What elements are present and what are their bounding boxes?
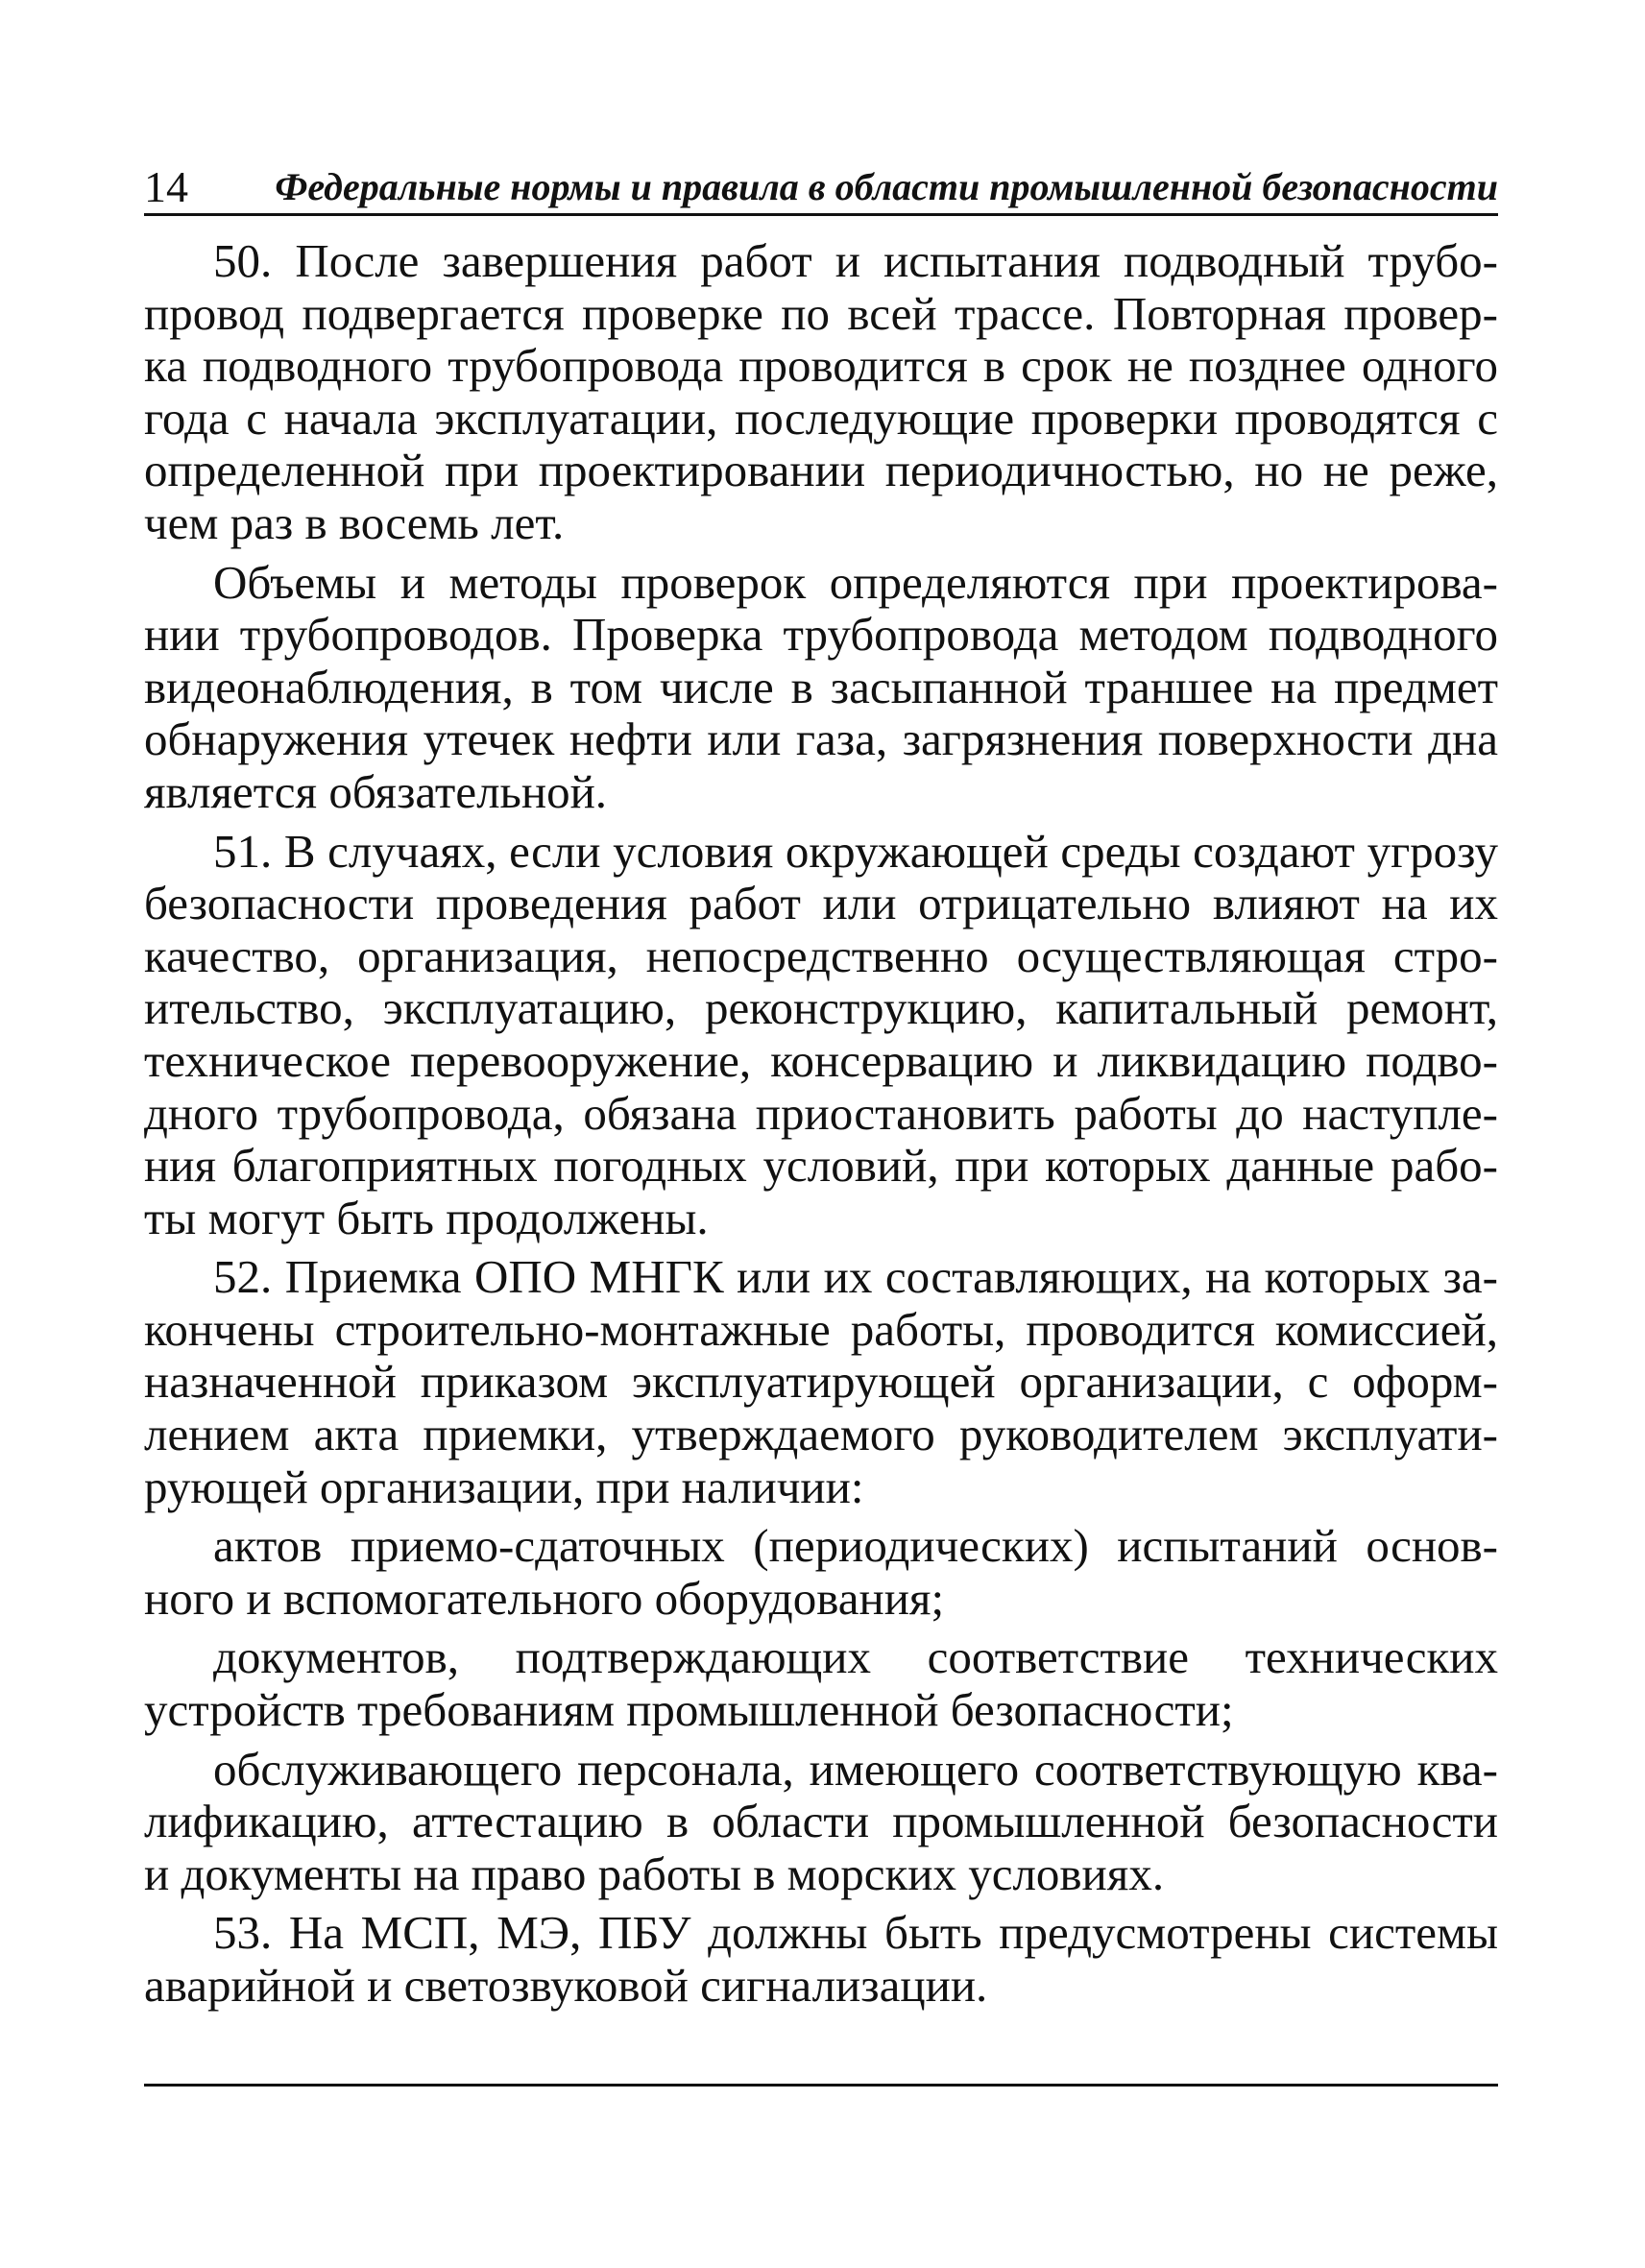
- footnote-divider: [144, 2084, 1498, 2087]
- paragraph-50-scope: [144, 557, 1498, 819]
- text-line: обслуживающего персонала, имеющего соответствующую ква-: [213, 1742, 1498, 1796]
- text-line: 52. Приемка ОПО МНГК или их составляющих, на которых за-: [213, 1250, 1498, 1304]
- text-line: лением акта приемки, утверждаемого руководителем эксплуати-: [144, 1408, 1498, 1461]
- text-line: видеонаблюдения, в том числе в засыпанной траншее на предмет: [144, 660, 1498, 713]
- text-line: нии трубопроводов. Проверка трубопровода методом подводного: [144, 608, 1498, 662]
- document-page: [144, 154, 1498, 2170]
- running-header: [144, 154, 1498, 216]
- text-line: назначенной приказом эксплуатирующей организации, с оформ-: [144, 1355, 1498, 1409]
- text-line: ительство, эксплуатацию, реконструкцию, капитальный ремонт,: [144, 981, 1498, 1035]
- text-line: дного трубопровода, обязана приостановить работы до наступле-: [144, 1086, 1498, 1140]
- running-title: Федеральные нормы и правила в области промышленной безопасности: [275, 165, 1498, 208]
- text-line: рующей организации, при наличии:: [144, 1460, 864, 1513]
- body-text: [144, 235, 1498, 2019]
- page-number: 14: [144, 162, 188, 211]
- text-line: документов, подтверждающих соответствие технических: [213, 1630, 1498, 1684]
- text-line: и документы на право работы в морских условиях.: [144, 1846, 1165, 1900]
- text-line: аварийной и светозвуковой сигнализации.: [144, 1959, 988, 2012]
- text-line: 51. В случаях, если условия окружающей среды создают угрозу: [213, 824, 1498, 878]
- text-line: лификацию, аттестацию в области промышленной безопасности: [144, 1795, 1498, 1848]
- text-line: актов приемо-сдаточных (периодических) испытаний основ-: [213, 1519, 1498, 1573]
- text-line: определенной при проектировании периодичностью, но не реже,: [144, 444, 1498, 497]
- paragraph-50: [144, 235, 1498, 550]
- paragraph-51: [144, 826, 1498, 1245]
- text-line: ния благоприятных погодных условий, при которых данные рабо-: [144, 1139, 1498, 1193]
- text-line: обнаружения утечек нефти или газа, загрязнения поверхности дна: [144, 712, 1498, 766]
- text-line: техническое перевооружение, консервацию и ликвидацию подво-: [144, 1033, 1498, 1087]
- text-line: Объемы и методы проверок определяются при проектирова-: [213, 555, 1498, 609]
- text-line: ка подводного трубопровода проводится в срок не позднее одного: [144, 339, 1498, 393]
- text-line: ного и вспомогательного оборудования;: [144, 1571, 945, 1625]
- text-line: 50. После завершения работ и испытания подводный трубо-: [213, 234, 1498, 287]
- text-line: кончены строительно-монтажные работы, проводится комиссией,: [144, 1302, 1498, 1356]
- paragraph-53: [144, 1907, 1498, 2012]
- text-line: 53. На МСП, МЭ, ПБУ должны быть предусмотрены системы: [213, 1906, 1498, 1960]
- list-item-personnel: [144, 1744, 1498, 1901]
- text-line: года с начала эксплуатации, последующие проверки проводятся с: [144, 391, 1498, 445]
- list-item-documents: [144, 1631, 1498, 1736]
- text-line: качество, организация, непосредственно осуществляющая стро-: [144, 929, 1498, 982]
- text-line: чем раз в восемь лет.: [144, 495, 565, 549]
- text-line: безопасности проведения работ или отрицательно влияют на их: [144, 877, 1498, 930]
- text-line: ты могут быть продолжены.: [144, 1191, 709, 1244]
- paragraph-52: [144, 1251, 1498, 1513]
- list-item-acts: [144, 1520, 1498, 1625]
- text-line: провод подвергается проверке по всей трассе. Повторная провер-: [144, 286, 1498, 340]
- text-line: является обязательной.: [144, 764, 608, 818]
- text-line: устройств требованиям промышленной безопасности;: [144, 1683, 1234, 1737]
